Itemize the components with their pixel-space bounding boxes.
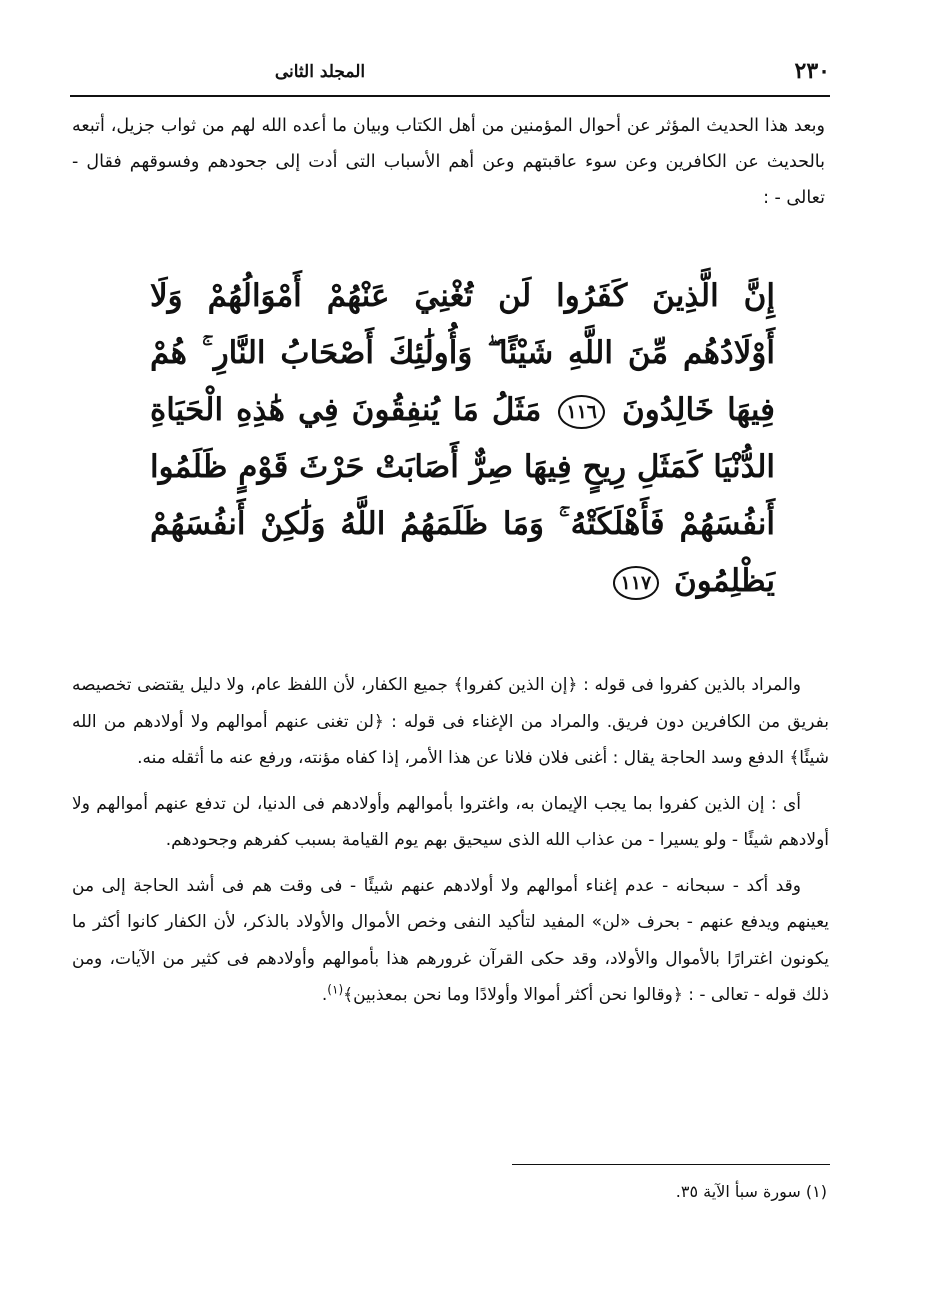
- quran-verses-block: [150, 268, 775, 610]
- footnote-reference: (١): [327, 982, 344, 997]
- footnote: (١) سورة سبأ الآية ٣٥.: [675, 1182, 827, 1201]
- commentary-paragraph-1: [72, 667, 829, 777]
- footnote-divider: [512, 1164, 830, 1165]
- commentary-paragraph-1-text: والمراد بالذين كفروا فى قوله : ﴿إن الذين كفروا﴾ جميع الكفار، لأن اللفظ عام، ولا دليل يقتضى تخصيصه بفريق من الكافرين دون فريق. والمراد من الإغناء فى قوله : ﴿لن تغنى عنهم أموالهم ولا أولادهم من الله شيئًا﴾ الدفع وسد الحاجة يقال : أغنى فلان فلانا عن هذا الأمر، إذا كفاه مؤنته، ورفع عنه ما أثقله منه.: [72, 675, 829, 768]
- commentary-paragraph-3: وقد أكد - سبحانه - عدم إغناء أموالهم ولا أولادهم عنهم شيئًا - فى وقت هم فى أشد الحاجة إلى من يعينهم ويدفع عنهم - بحرف «لن» المفيد لتأكيد النفى وخص الأموال والأولاد بالذكر، لأن الكفار كانوا أكثر ما يكونون اغترارًا بالأموال والأولاد، وقد حكى القرآن غرورهم هذا بأموالهم وأولادهم فى كثير من الآيات، ومن ذلك قوله - تعالى - : ﴿وقالوا نحن أكثر أموالا وأولادًا وما نحن بمعذبين﴾$^{(١)}$.: [72, 875, 829, 1005]
- verse-117-number-marker: ١١٧: [613, 566, 660, 600]
- verse-116-number-marker: ١١٦: [558, 395, 605, 429]
- volume-title: المجلد الثانى: [274, 62, 366, 82]
- commentary-paragraph-2: [72, 786, 829, 859]
- page-header: [70, 52, 830, 92]
- page-number: ٢٣٠: [794, 58, 830, 84]
- commentary-paragraph-2-text: أى : إن الذين كفروا بما يجب الإيمان به، واغتروا بأموالهم وأولادهم فى الدنيا، لن تدفع عنهم أموالهم ولا أولادهم شيئًا - ولو يسيرا - من عذاب الله الذى سيحيق بهم يوم القيامة بسبب كفرهم وجحودهم.: [72, 793, 829, 850]
- verse-117-text: مَثَلُ مَا يُنفِقُونَ فِي هَٰذِهِ الْحَيَاةِ الدُّنْيَا كَمَثَلِ رِيحٍ فِيهَا صِرٌّ أَصَابَتْ حَرْثَ قَوْمٍ ظَلَمُوا أَنفُسَهُمْ فَأَهْلَكَتْهُ ۚ وَمَا ظَلَمَهُمُ اللَّهُ وَلَٰكِنْ أَنفُسَهُمْ يَظْلِمُونَ: [150, 392, 775, 599]
- header-divider: [70, 95, 830, 97]
- intro-paragraph: وبعد هذا الحديث المؤثر عن أحوال المؤمنين من أهل الكتاب وبيان ما أعده الله لهم من ثواب جزيل، أتبعه بالحديث عن الكافرين وعن سوء عاقبتهم وعن أهم الأسباب التى أدت إلى جحودهم وفسوقهم فقال - تعالى - :: [72, 116, 825, 208]
- commentary: [72, 667, 829, 1023]
- verse-116-text: إِنَّ الَّذِينَ كَفَرُوا لَن تُغْنِيَ عَنْهُمْ أَمْوَالُهُمْ وَلَا أَوْلَادُهُم مِّنَ اللَّهِ شَيْئًا ۖ وَأُولَٰئِكَ أَصْحَابُ النَّارِ ۚ هُمْ فِيهَا خَالِدُونَ: [150, 278, 776, 428]
- commentary-paragraph-3-text: وقد أكد - سبحانه - عدم إغناء أموالهم ولا أولادهم عنهم شيئًا - فى وقت هم فى أشد الحاجة إلى من يعينهم ويدفع عنهم - بحرف «لن» المفيد لتأكيد النفى وخص الأموال والأولاد بالذكر، لأن الكفار كانوا أكثر ما يكونون اغترارًا بالأموال والأولاد، وقد حكى القرآن غرورهم هذا بأموالهم وأولادهم فى كثير من الآيات، ومن ذلك قوله - تعالى - : ﴿وقالوا نحن أكثر أموالا وأولادًا وما نحن بمعذبين﴾: [72, 875, 829, 1005]
